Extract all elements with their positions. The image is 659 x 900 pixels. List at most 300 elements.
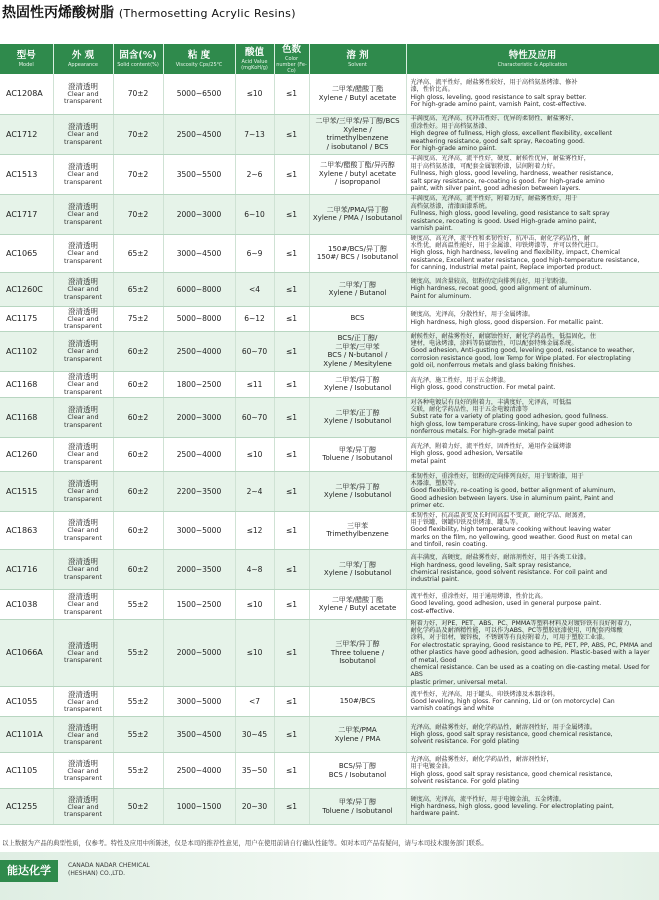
color-number-cell: ≤1	[274, 331, 309, 371]
solvent-line: Trimethylbenzene	[326, 530, 389, 539]
characteristic-cell	[406, 272, 659, 306]
characteristic-cell	[406, 511, 659, 549]
color-number-cell: ≤1	[274, 234, 309, 272]
solvent-line: 二甲苯/异丁醇	[335, 375, 380, 384]
characteristic-cell	[406, 194, 659, 234]
viscosity-cell: 3000~4500	[163, 234, 235, 272]
appearance-en-line1: Clear and	[67, 249, 99, 258]
appearance-en-line1: Clear and	[67, 347, 99, 356]
appearance-en-line1: Clear and	[67, 565, 99, 574]
table-row	[0, 397, 659, 437]
characteristic-line: Subst rate for a variety of plating good adhesion, good fullness.	[410, 413, 609, 421]
characteristic-line: 建材，电泳烤漆，涂料等防腐蚀性，可以配套特殊金属系统。	[410, 339, 578, 347]
characteristic-line: varnish coatings and white	[410, 705, 494, 713]
characteristic-line: High gloss, high hardness, leveling and flexibility, impact, Chemical	[410, 249, 621, 257]
column-header-en: Solvent	[348, 62, 367, 68]
color-number-cell: ≤1	[274, 717, 309, 753]
model-cell: AC1105	[0, 753, 53, 789]
characteristic-cell	[406, 619, 659, 687]
viscosity-cell: 6000~8000	[163, 272, 235, 306]
characteristic-line: marks on the film, no yellowing, good weather. Good Rust on metal can	[410, 533, 633, 541]
viscosity-cell: 2500~4000	[163, 437, 235, 471]
appearance-zh: 澄清透明	[68, 592, 98, 602]
characteristic-line: Good flexibility, re-coating is good, better alignment of aluminum,	[410, 487, 616, 495]
solvent-line: BCS / Isobutanol	[328, 770, 387, 779]
table-row	[0, 511, 659, 549]
solvent-line: 150#/ BCS / Isobutanol	[316, 253, 399, 262]
appearance-en-line2: transparent	[63, 322, 103, 331]
characteristic-line: solvent resistance. For gold plating	[410, 738, 520, 746]
appearance-en-line2: transparent	[63, 705, 103, 714]
characteristic-line: High gloss, leveling, good resistance to salt spray better.	[410, 93, 587, 101]
appearance-zh: 澄清透明	[68, 518, 98, 528]
characteristic-cell	[406, 397, 659, 437]
appearance-en-line2: transparent	[63, 387, 103, 396]
solid-content-cell: 55±2	[113, 589, 163, 619]
appearance-zh: 澄清透明	[68, 372, 98, 382]
solvent-line: 150#/BCS/异丁醇	[328, 244, 387, 253]
appearance-en-line2: transparent	[63, 137, 103, 146]
appearance-zh: 澄清透明	[68, 122, 98, 131]
solvent-line: 甲苯/异丁醇	[338, 445, 377, 454]
color-number-cell: ≤1	[274, 471, 309, 511]
appearance-en-line1: Clear and	[67, 450, 99, 459]
model-cell: AC1065	[0, 234, 53, 272]
acid-value-cell: ≤10	[235, 74, 274, 114]
appearance-zh: 澄清透明	[68, 277, 98, 287]
solvent-cell	[309, 471, 406, 511]
solvent-cell	[309, 589, 406, 619]
solvent-line: 二甲苯/醋酸丁酯/异丙醇	[320, 161, 395, 170]
solvent-cell	[309, 789, 406, 825]
characteristic-line: High hardness, high gloss, good dispersion. For metallic paint.	[410, 318, 604, 326]
color-number-cell: ≤1	[274, 371, 309, 397]
appearance-en-line2: transparent	[63, 774, 103, 783]
characteristic-line: 高档氨基漆，清漆面漆系统。	[410, 202, 491, 210]
appearance-zh: 澄清透明	[68, 405, 98, 415]
appearance-zh: 澄清透明	[68, 442, 98, 452]
resin-table-wrapper	[0, 44, 659, 825]
appearance-zh: 澄清透明	[68, 722, 98, 732]
appearance-cell	[53, 331, 113, 371]
acid-value-cell: 7~13	[235, 114, 274, 154]
characteristic-line: For high-grade amino paint.	[410, 145, 497, 153]
characteristic-cell	[406, 371, 659, 397]
solvent-line: Xylene / trimethylbenzene	[326, 125, 389, 142]
solvent-line: Xylene / Isobutanol	[323, 569, 392, 578]
title-en: (Thermosetting Acrylic Resins)	[118, 7, 296, 20]
solvent-line: 二甲苯/丁醇	[338, 280, 377, 289]
solvent-line: 二甲苯/三甲苯/异丁醇/BCS	[315, 117, 400, 125]
characteristic-cell	[406, 471, 659, 511]
solvent-line: BCS / N-butanol /	[327, 351, 388, 360]
appearance-zh: 澄清透明	[68, 81, 98, 91]
characteristic-line: 硬度高，固含量较高，铝粉的定向排列良好，用于铝粉漆。	[410, 277, 572, 285]
appearance-cell	[53, 789, 113, 825]
viscosity-cell: 5000~8000	[163, 306, 235, 331]
table-row	[0, 549, 659, 589]
color-number-cell: ≤1	[274, 114, 309, 154]
solvent-line: BCS	[350, 314, 365, 323]
viscosity-cell: 2000~3500	[163, 549, 235, 589]
acid-value-cell: 6~10	[235, 194, 274, 234]
characteristic-cell	[406, 331, 659, 371]
characteristic-line: 丰满度高、光泽高、抗冲击性好、优异的柔韧性、耐盐雾好、	[410, 115, 578, 123]
characteristic-cell	[406, 154, 659, 194]
table-row	[0, 74, 659, 114]
characteristic-line: 硬度高，光泽高，流平性好，用于电镀金油，五金烤漆。	[410, 795, 566, 803]
characteristic-cell	[406, 789, 659, 825]
appearance-cell	[53, 371, 113, 397]
characteristic-line: 对各种电镀层有良好的附着力，丰满度好，光泽高，可低温	[410, 398, 572, 406]
characteristic-line: Fullness, high gloss, good leveling, hardness, weather resistance,	[410, 170, 614, 178]
characteristic-line: 附着力好，对PE、PET、ABS、PC、PMMA等塑料材料及对镀锌铁有良好附着力，	[410, 619, 636, 627]
characteristic-line: 用于高档氨基漆，可配套金属银粉漆，层间附着力好。	[410, 162, 559, 170]
appearance-cell	[53, 511, 113, 549]
viscosity-cell: 3000~5000	[163, 511, 235, 549]
solid-content-cell: 55±2	[113, 687, 163, 717]
characteristic-cell	[406, 234, 659, 272]
characteristic-line: and tinfoil, resin coating.	[410, 541, 488, 549]
appearance-en-line1: Clear and	[67, 600, 99, 609]
table-row	[0, 753, 659, 789]
appearance-en-line2: transparent	[63, 292, 103, 301]
characteristic-line: 高光泽，施工性好，用于五金烤漆。	[410, 376, 510, 384]
solvent-line: 二甲苯/醋酸丁酯	[331, 85, 384, 94]
viscosity-cell: 5000~6500	[163, 74, 235, 114]
appearance-en-line2: transparent	[63, 354, 103, 363]
characteristic-line: nonferrous metals. For high-grade metal paint	[410, 428, 554, 436]
appearance-cell	[53, 471, 113, 511]
appearance-en-line1: Clear and	[67, 697, 99, 706]
acid-value-cell: 30~45	[235, 717, 274, 753]
appearance-en-line2: transparent	[63, 457, 103, 466]
characteristic-line: plastic primer, universal metal.	[410, 678, 508, 686]
characteristic-line: salt spray resistance, re-coating is good. For high-grade amino	[410, 177, 605, 185]
appearance-en-line1: Clear and	[67, 802, 99, 811]
model-cell: AC1716	[0, 549, 53, 589]
appearance-en-line2: transparent	[63, 494, 103, 503]
appearance-cell	[53, 753, 113, 789]
table-row	[0, 114, 659, 154]
appearance-en-line1: Clear and	[67, 648, 99, 657]
column-header-zh: 粘 度	[187, 50, 211, 61]
column-header	[406, 44, 659, 74]
solvent-line: 三甲苯/异丁醇	[335, 640, 380, 649]
model-cell: AC1168	[0, 397, 53, 437]
characteristic-line: 光泽高，耐盐雾性好，耐化学药品性，耐溶剂性好，	[410, 755, 553, 763]
acid-value-cell: 2~4	[235, 471, 274, 511]
appearance-cell	[53, 717, 113, 753]
viscosity-cell: 2000~3000	[163, 194, 235, 234]
solid-content-cell: 75±2	[113, 306, 163, 331]
table-row	[0, 789, 659, 825]
characteristic-line: hardware paint.	[410, 810, 460, 818]
color-number-cell: ≤1	[274, 74, 309, 114]
appearance-en-line2: transparent	[63, 810, 103, 819]
column-header-en: Appearance	[67, 62, 99, 68]
solid-content-cell: 65±2	[113, 272, 163, 306]
column-header-en: Characteristic & Application	[497, 62, 568, 68]
characteristic-line: High gloss, good construction. For metal paint.	[410, 384, 556, 392]
viscosity-cell: 2500~4500	[163, 114, 235, 154]
characteristic-line: Good leveling, good adhesion, used in general purpose paint.	[410, 600, 602, 608]
solvent-cell	[309, 549, 406, 589]
solvent-line: Toluene / Isobutanol	[322, 454, 393, 463]
appearance-cell	[53, 397, 113, 437]
solvent-cell	[309, 397, 406, 437]
characteristic-line: High hardness, high gloss, good leveling. For electroplating paint,	[410, 803, 614, 811]
solvent-line: 150#/BCS	[339, 697, 376, 706]
appearance-en-line2: transparent	[63, 217, 103, 226]
characteristic-line: High hardness, good leveling, Salt spray resistance,	[410, 561, 572, 569]
characteristic-line: high gloss, low temperature cross-linking, have super good adhesion to	[410, 420, 633, 428]
appearance-en-line1: Clear and	[67, 130, 99, 138]
acid-value-cell: 6~9	[235, 234, 274, 272]
characteristic-cell	[406, 549, 659, 589]
appearance-cell	[53, 154, 113, 194]
appearance-en-line2: transparent	[63, 97, 103, 106]
solid-content-cell: 55±2	[113, 619, 163, 687]
solid-content-cell: 70±2	[113, 74, 163, 114]
column-header-zh: 特性及应用	[508, 50, 557, 61]
characteristic-line: paint, with silver paint, good adhesion between layers.	[410, 185, 581, 193]
solid-content-cell: 60±2	[113, 371, 163, 397]
appearance-en-line1: Clear and	[67, 487, 99, 496]
solvent-line: Xylene / Isobutanol	[323, 384, 392, 393]
color-number-cell: ≤1	[274, 306, 309, 331]
viscosity-cell: 2200~3500	[163, 471, 235, 511]
solvent-cell	[309, 511, 406, 549]
model-cell: AC1515	[0, 471, 53, 511]
table-row	[0, 589, 659, 619]
solid-content-cell: 60±2	[113, 331, 163, 371]
solvent-line: 甲苯/异丁醇	[338, 798, 377, 807]
solvent-line: 二甲苯/三甲苯	[335, 342, 380, 351]
characteristic-line: other plastics have good adhesion, good adhesion. Plastic-based with a layer of metal, Good	[410, 649, 650, 664]
model-cell: AC1055	[0, 687, 53, 717]
appearance-cell	[53, 194, 113, 234]
characteristic-line: 水性优，耐高温性能好，用于金属漆、印铁烤漆等，并可以替代进口。	[410, 241, 603, 249]
solvent-line: Xylene / butyl acetate	[318, 169, 397, 178]
appearance-cell	[53, 619, 113, 687]
solvent-line: Xylene / Mesitylene	[323, 359, 392, 368]
characteristic-line: High gloss, good salt spray resistance, good chemical resistance,	[410, 731, 613, 739]
solvent-cell	[309, 687, 406, 717]
appearance-cell	[53, 234, 113, 272]
table-row	[0, 717, 659, 753]
characteristic-line: varnish paint.	[410, 225, 453, 233]
viscosity-cell: 1800~2500	[163, 371, 235, 397]
solvent-line: Xylene / Isobutanol	[323, 491, 392, 500]
viscosity-cell: 2500~4000	[163, 331, 235, 371]
solvent-cell	[309, 74, 406, 114]
viscosity-cell: 2000~3000	[163, 397, 235, 437]
solid-content-cell: 70±2	[113, 154, 163, 194]
characteristic-line: industrial paint.	[410, 576, 460, 584]
color-number-cell: ≤1	[274, 272, 309, 306]
characteristic-line: Fullness, high gloss, good leveling, good resistance to salt spray	[410, 210, 610, 218]
color-number-cell: ≤1	[274, 154, 309, 194]
solvent-line: 二甲苯/PMA/异丁醇	[326, 205, 389, 214]
appearance-cell	[53, 589, 113, 619]
characteristic-line: for canning, Industrial metal paint, Replace imported product.	[410, 264, 603, 272]
characteristic-cell	[406, 437, 659, 471]
solid-content-cell: 60±2	[113, 437, 163, 471]
characteristic-line: 光泽高、流平性好，耐盐雾性较好，用于高档氨基烤漆、修补	[410, 78, 578, 86]
column-header-zh: 固含(%)	[119, 50, 157, 61]
acid-value-cell: 60~70	[235, 331, 274, 371]
solvent-cell	[309, 371, 406, 397]
solvent-line: / isopropanol	[334, 178, 381, 187]
solid-content-cell: 70±2	[113, 194, 163, 234]
characteristic-line: resistance, Excellent water resistance, good high-temperature resistance,	[410, 256, 640, 264]
company-name	[68, 862, 150, 878]
appearance-zh: 澄清透明	[68, 557, 98, 567]
column-header-en: Model	[18, 62, 34, 68]
table-row	[0, 371, 659, 397]
color-number-cell: ≤1	[274, 194, 309, 234]
characteristic-line: 耐候性好，耐盐雾性好，耐腐蚀性好，耐化学药品性，低温固化，住	[410, 332, 597, 340]
characteristic-line: High gloss, good adhesion, Versatile	[410, 450, 523, 458]
table-row	[0, 471, 659, 511]
characteristic-line: 流平性好，重涂性好，用于通用烤漆，性价比高。	[410, 592, 547, 600]
solvent-line: 二甲苯/丁醇	[338, 560, 377, 569]
appearance-zh: 澄清透明	[68, 479, 98, 489]
characteristic-line: 丰满度高，光泽高，流平性好，附着力好，耐盐雾性好，用于	[410, 195, 578, 203]
model-cell: AC1255	[0, 789, 53, 825]
characteristic-line: metal paint	[410, 457, 447, 465]
acid-value-cell: 6~12	[235, 306, 274, 331]
appearance-cell	[53, 437, 113, 471]
column-header	[309, 44, 406, 74]
color-number-cell: ≤1	[274, 589, 309, 619]
characteristic-line: primer etc.	[410, 502, 445, 510]
acid-value-cell: 4~8	[235, 549, 274, 589]
solid-content-cell: 60±2	[113, 511, 163, 549]
characteristic-line: High degree of fullness, High gloss, excellent flexibility, excellent	[410, 130, 613, 138]
solvent-cell	[309, 306, 406, 331]
solvent-cell	[309, 114, 406, 154]
appearance-cell	[53, 306, 113, 331]
characteristic-cell	[406, 753, 659, 789]
characteristic-line: High gloss, good salt spray resistance, good chemical resistance,	[410, 770, 613, 778]
characteristic-line: Paint for aluminum.	[410, 292, 472, 300]
table-row	[0, 234, 659, 272]
solvent-line: 二甲苯/PMA	[338, 726, 377, 735]
characteristic-line: For electrostatic spraying, Good resistance to PE, PET, PP, ABS, PC, PMMA and	[410, 641, 653, 649]
acid-value-cell: ≤11	[235, 371, 274, 397]
characteristic-line: 漆，性价比高。	[410, 86, 454, 94]
column-header-zh: 外 观	[71, 50, 95, 61]
table-row	[0, 194, 659, 234]
table-row	[0, 619, 659, 687]
company-name-line2: (HESHAN) CO.,LTD.	[68, 870, 125, 877]
characteristic-line: For high-grade amino paint, varnish Paint, cost-effective.	[410, 101, 587, 109]
characteristic-line: 高光泽，附着力好，流平性好，固香性好，通用作金属烤漆	[410, 442, 572, 450]
characteristic-line: 耐化学药品及耐酒精性能，可以作为ABS、PC等塑胶底漆使用，可配套丙烯酸	[410, 626, 623, 634]
characteristic-line: 用于铁罐、钢罐印铁及烘烤漆、罐头等。	[410, 518, 522, 526]
solvent-line: Xylene / PMA	[334, 734, 381, 743]
appearance-en-line1: Clear and	[67, 526, 99, 535]
characteristic-line: corrosion resistance good, low Temp for Wipe plated. For electroplating	[410, 354, 631, 362]
model-cell: AC1101A	[0, 717, 53, 753]
appearance-en-line1: Clear and	[67, 210, 99, 218]
color-number-cell: ≤1	[274, 437, 309, 471]
column-header-zh: 色数	[281, 44, 301, 55]
table-body	[0, 74, 659, 825]
color-number-cell: ≤1	[274, 619, 309, 687]
resin-table	[0, 44, 659, 825]
characteristic-line: chemical resistance, good solvent resistance. For coil paint and	[410, 569, 608, 577]
solvent-line: 二甲苯/正丁醇	[335, 408, 380, 417]
solid-content-cell: 50±2	[113, 789, 163, 825]
solvent-line: / isobutanol / BCS	[326, 142, 389, 151]
color-number-cell: ≤1	[274, 511, 309, 549]
solid-content-cell: 60±2	[113, 549, 163, 589]
company-name-line1: CANADA NADAR CHEMICAL	[68, 862, 150, 869]
column-header	[274, 44, 309, 74]
column-header	[0, 44, 53, 74]
viscosity-cell: 2000~5000	[163, 619, 235, 687]
table-row	[0, 306, 659, 331]
characteristic-line: Good adhesion between layers. Use in aluminum paint, Paint and	[410, 494, 614, 502]
characteristic-cell	[406, 717, 659, 753]
acid-value-cell: 2~6	[235, 154, 274, 194]
solvent-line: Xylene / Butyl acetate	[318, 93, 397, 102]
model-cell: AC1175	[0, 306, 53, 331]
characteristic-line: 重涂性好。用于高档氨基漆、	[410, 122, 491, 130]
appearance-cell	[53, 272, 113, 306]
acid-value-cell: ≤10	[235, 589, 274, 619]
solvent-line: 二甲苯/醋酸丁酯	[331, 595, 384, 604]
column-header-en: Color number (Fe-Co)	[276, 56, 307, 74]
viscosity-cell: 3000~5000	[163, 687, 235, 717]
characteristic-line: 柔韧性好，重涂性好，铝粉的定向排列良好，用于铝粉漆，用于	[410, 472, 584, 480]
characteristic-line: cost-effective.	[410, 607, 455, 615]
table-row	[0, 687, 659, 717]
solvent-cell	[309, 619, 406, 687]
solvent-cell	[309, 234, 406, 272]
viscosity-cell: 1000~1500	[163, 789, 235, 825]
viscosity-cell: 1500~2500	[163, 589, 235, 619]
model-cell: AC1513	[0, 154, 53, 194]
appearance-zh: 澄清透明	[68, 162, 98, 171]
solvent-cell	[309, 717, 406, 753]
solvent-line: Xylene / Butyl acetate	[318, 604, 397, 613]
appearance-zh: 澄清透明	[68, 339, 98, 349]
appearance-zh: 澄清透明	[68, 758, 98, 768]
characteristic-line: 交联，耐化学药品性，用于五金电镀清漆等	[410, 405, 529, 413]
column-header	[235, 44, 274, 74]
solvent-line: Xylene / Isobutanol	[323, 417, 392, 426]
characteristic-line: Good flexibility, high temperature cooking without leaving water	[410, 526, 611, 534]
model-cell: AC1038	[0, 589, 53, 619]
table-row	[0, 272, 659, 306]
viscosity-cell: 2500~4000	[163, 753, 235, 789]
model-cell: AC1717	[0, 194, 53, 234]
column-header	[113, 44, 163, 74]
appearance-cell	[53, 114, 113, 154]
table-row	[0, 154, 659, 194]
column-header-zh: 酸值	[244, 47, 264, 58]
characteristic-cell	[406, 589, 659, 619]
model-cell: AC1260C	[0, 272, 53, 306]
solid-content-cell: 55±2	[113, 753, 163, 789]
characteristic-line: chemical resistance. Can be used as a coating on die-casting metal. Used for ABS	[410, 664, 650, 679]
characteristic-line: 硬度高，光泽高，分散性好，用于金属烤漆。	[410, 311, 535, 319]
solvent-cell	[309, 437, 406, 471]
